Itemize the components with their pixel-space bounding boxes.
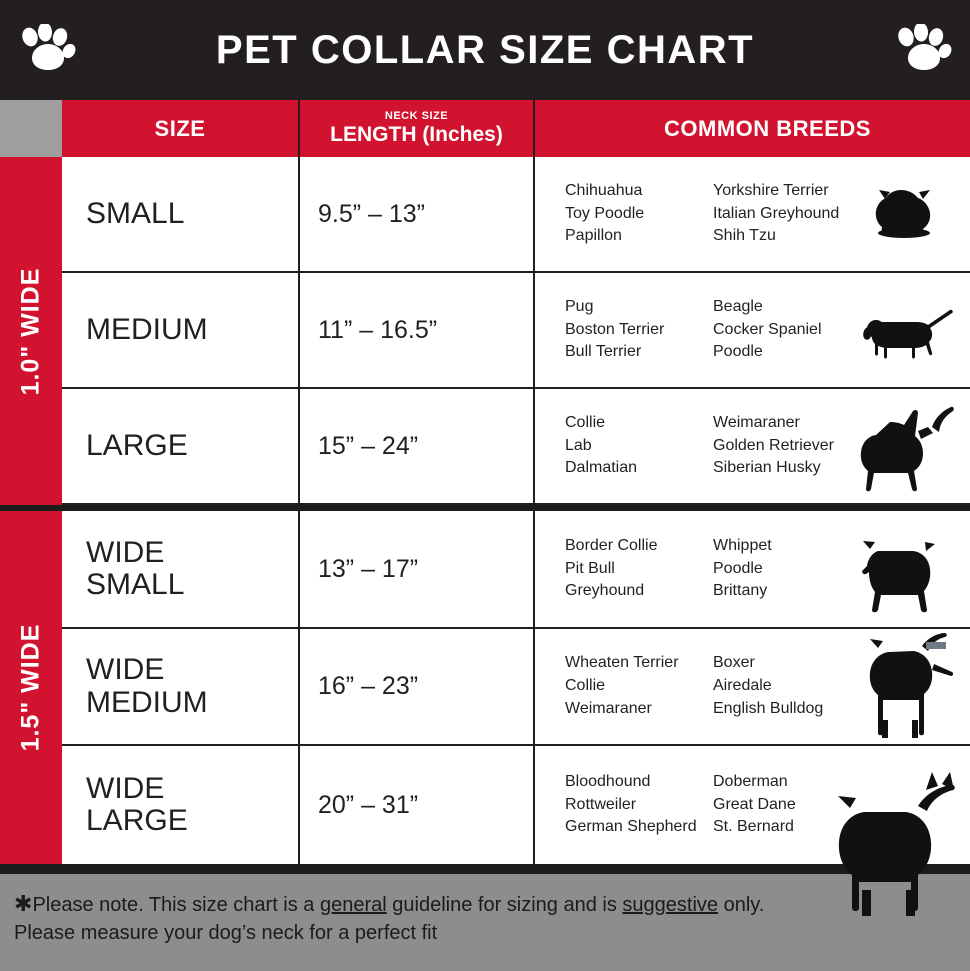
breed-item: Pit Bull bbox=[565, 559, 615, 577]
size-label bbox=[86, 537, 184, 602]
breed-item: Poodle bbox=[713, 559, 763, 577]
breed-item: Wheaten Terrier bbox=[565, 654, 679, 672]
cell-breeds bbox=[535, 389, 970, 503]
breed-list-col2 bbox=[713, 412, 873, 480]
group-band-1-5-inch-label: 1.5" WIDE bbox=[16, 623, 45, 752]
column-header-length bbox=[300, 100, 535, 157]
size-label bbox=[86, 654, 208, 719]
cell-size bbox=[62, 629, 300, 744]
cell-breeds bbox=[535, 746, 970, 864]
column-header-common-breeds: COMMON BREEDS bbox=[535, 100, 970, 157]
breed-list-col2 bbox=[713, 296, 873, 364]
cell-length bbox=[300, 746, 535, 864]
breed-item: Brittany bbox=[713, 582, 768, 600]
size-label-line2: LARGE bbox=[86, 804, 188, 837]
table-corner-cell bbox=[0, 100, 62, 157]
cell-length bbox=[300, 629, 535, 744]
breed-list-col2 bbox=[713, 535, 873, 603]
breed-item: Cocker Spaniel bbox=[713, 320, 822, 338]
breed-list-col2 bbox=[713, 652, 873, 720]
cell-size bbox=[62, 389, 300, 503]
breed-item: Doberman bbox=[713, 772, 788, 790]
cell-breeds bbox=[535, 511, 970, 627]
breed-item: Bull Terrier bbox=[565, 343, 642, 361]
breed-item: Rottweiler bbox=[565, 795, 637, 813]
breed-item: Weimaraner bbox=[565, 699, 652, 717]
page-title: PET COLLAR SIZE CHART bbox=[215, 27, 755, 72]
table-header-row bbox=[0, 100, 970, 157]
length-label: 9.5” – 13” bbox=[318, 199, 426, 228]
length-label: 16” – 23” bbox=[318, 672, 419, 700]
cell-length bbox=[300, 511, 535, 627]
size-label: MEDIUM bbox=[86, 312, 208, 346]
breed-item: Boston Terrier bbox=[565, 320, 665, 338]
breed-item: Whippet bbox=[713, 536, 772, 554]
paw-print-icon bbox=[18, 24, 76, 76]
breed-item: Bloodhound bbox=[565, 772, 651, 790]
cell-size bbox=[62, 511, 300, 627]
breed-item: Siberian Husky bbox=[713, 459, 821, 477]
breed-item: Great Dane bbox=[713, 795, 796, 813]
cell-breeds bbox=[535, 273, 970, 387]
breed-item: Pug bbox=[565, 297, 594, 315]
chart-header bbox=[0, 0, 970, 100]
breed-item: Chihuahua bbox=[565, 181, 643, 199]
breed-list-col1 bbox=[565, 535, 713, 603]
cell-length bbox=[300, 273, 535, 387]
footer-underline-suggestive: suggestive bbox=[622, 894, 719, 916]
footer-text-a: Please note. This size chart is a bbox=[32, 894, 320, 916]
size-label: SMALL bbox=[86, 196, 185, 230]
footer-note bbox=[0, 874, 970, 971]
size-table bbox=[0, 100, 970, 864]
breed-item: Airedale bbox=[713, 677, 772, 695]
breed-item: Golden Retriever bbox=[713, 436, 834, 454]
breed-list-col1 bbox=[565, 652, 713, 720]
breed-item: Italian Greyhound bbox=[713, 204, 840, 222]
breed-item: English Bulldog bbox=[713, 699, 824, 717]
paw-print-icon bbox=[894, 24, 952, 76]
length-label: 13” – 17” bbox=[318, 554, 419, 583]
cell-size bbox=[62, 157, 300, 271]
size-label-line1: WIDE bbox=[86, 771, 165, 805]
breed-item: Toy Poodle bbox=[565, 204, 645, 222]
breed-item: Poodle bbox=[713, 343, 763, 361]
breed-item: Greyhound bbox=[565, 582, 645, 600]
breed-item: Collie bbox=[565, 677, 606, 695]
table-row bbox=[0, 389, 970, 505]
table-row bbox=[0, 273, 970, 389]
column-header-size: SIZE bbox=[62, 100, 300, 157]
length-label: 15” – 24” bbox=[318, 431, 419, 460]
breed-item: St. Bernard bbox=[713, 818, 794, 836]
size-label-line1: WIDE bbox=[86, 653, 165, 687]
cell-length bbox=[300, 157, 535, 271]
cell-size bbox=[62, 746, 300, 864]
breed-list-col1 bbox=[565, 180, 713, 248]
column-header-neck-size: NECK SIZE bbox=[384, 110, 449, 123]
size-label: LARGE bbox=[86, 428, 188, 462]
asterisk-icon: ✱ bbox=[14, 891, 33, 916]
footer-line-2: Please measure your dog’s neck for a perfect fit bbox=[14, 922, 438, 945]
breed-item: Boxer bbox=[713, 654, 755, 672]
size-label-line2: SMALL bbox=[86, 568, 185, 601]
cell-breeds bbox=[535, 629, 970, 744]
size-label-line1: WIDE bbox=[86, 535, 165, 569]
column-header-length-inches: LENGTH (Inches) bbox=[330, 122, 503, 146]
breed-list-col1 bbox=[565, 771, 713, 839]
table-row bbox=[0, 629, 970, 746]
size-label-line2: MEDIUM bbox=[86, 685, 208, 719]
size-label bbox=[86, 773, 188, 838]
breed-item: Shih Tzu bbox=[713, 227, 776, 245]
table-row bbox=[0, 511, 970, 629]
breed-item: Weimaraner bbox=[713, 413, 800, 431]
cell-breeds bbox=[535, 157, 970, 271]
breed-item: Papillon bbox=[565, 227, 622, 245]
breed-item: Lab bbox=[565, 436, 592, 454]
length-label: 20” – 31” bbox=[318, 790, 419, 819]
breed-item: Border Collie bbox=[565, 536, 658, 554]
breed-list-col2 bbox=[713, 180, 873, 248]
footer-text-b: guideline for sizing and is bbox=[386, 894, 623, 916]
breed-list-col1 bbox=[565, 296, 713, 364]
length-label: 11” – 16.5” bbox=[318, 315, 438, 344]
breed-item: Dalmatian bbox=[565, 459, 638, 477]
cell-size bbox=[62, 273, 300, 387]
group-band-1-inch-label: 1.0" WIDE bbox=[16, 267, 45, 395]
breed-item: Collie bbox=[565, 413, 606, 431]
table-row bbox=[0, 746, 970, 864]
breed-list-col2 bbox=[713, 771, 873, 839]
breed-list-col1 bbox=[565, 412, 713, 480]
breed-item: Beagle bbox=[713, 297, 763, 315]
footer-line-1 bbox=[14, 888, 954, 919]
breed-item: Yorkshire Terrier bbox=[713, 181, 829, 199]
footer-text-c: only. bbox=[718, 894, 765, 916]
table-row bbox=[0, 157, 970, 273]
breed-item: German Shepherd bbox=[565, 818, 697, 836]
footer-underline-general: general bbox=[320, 894, 387, 916]
cell-length bbox=[300, 389, 535, 503]
